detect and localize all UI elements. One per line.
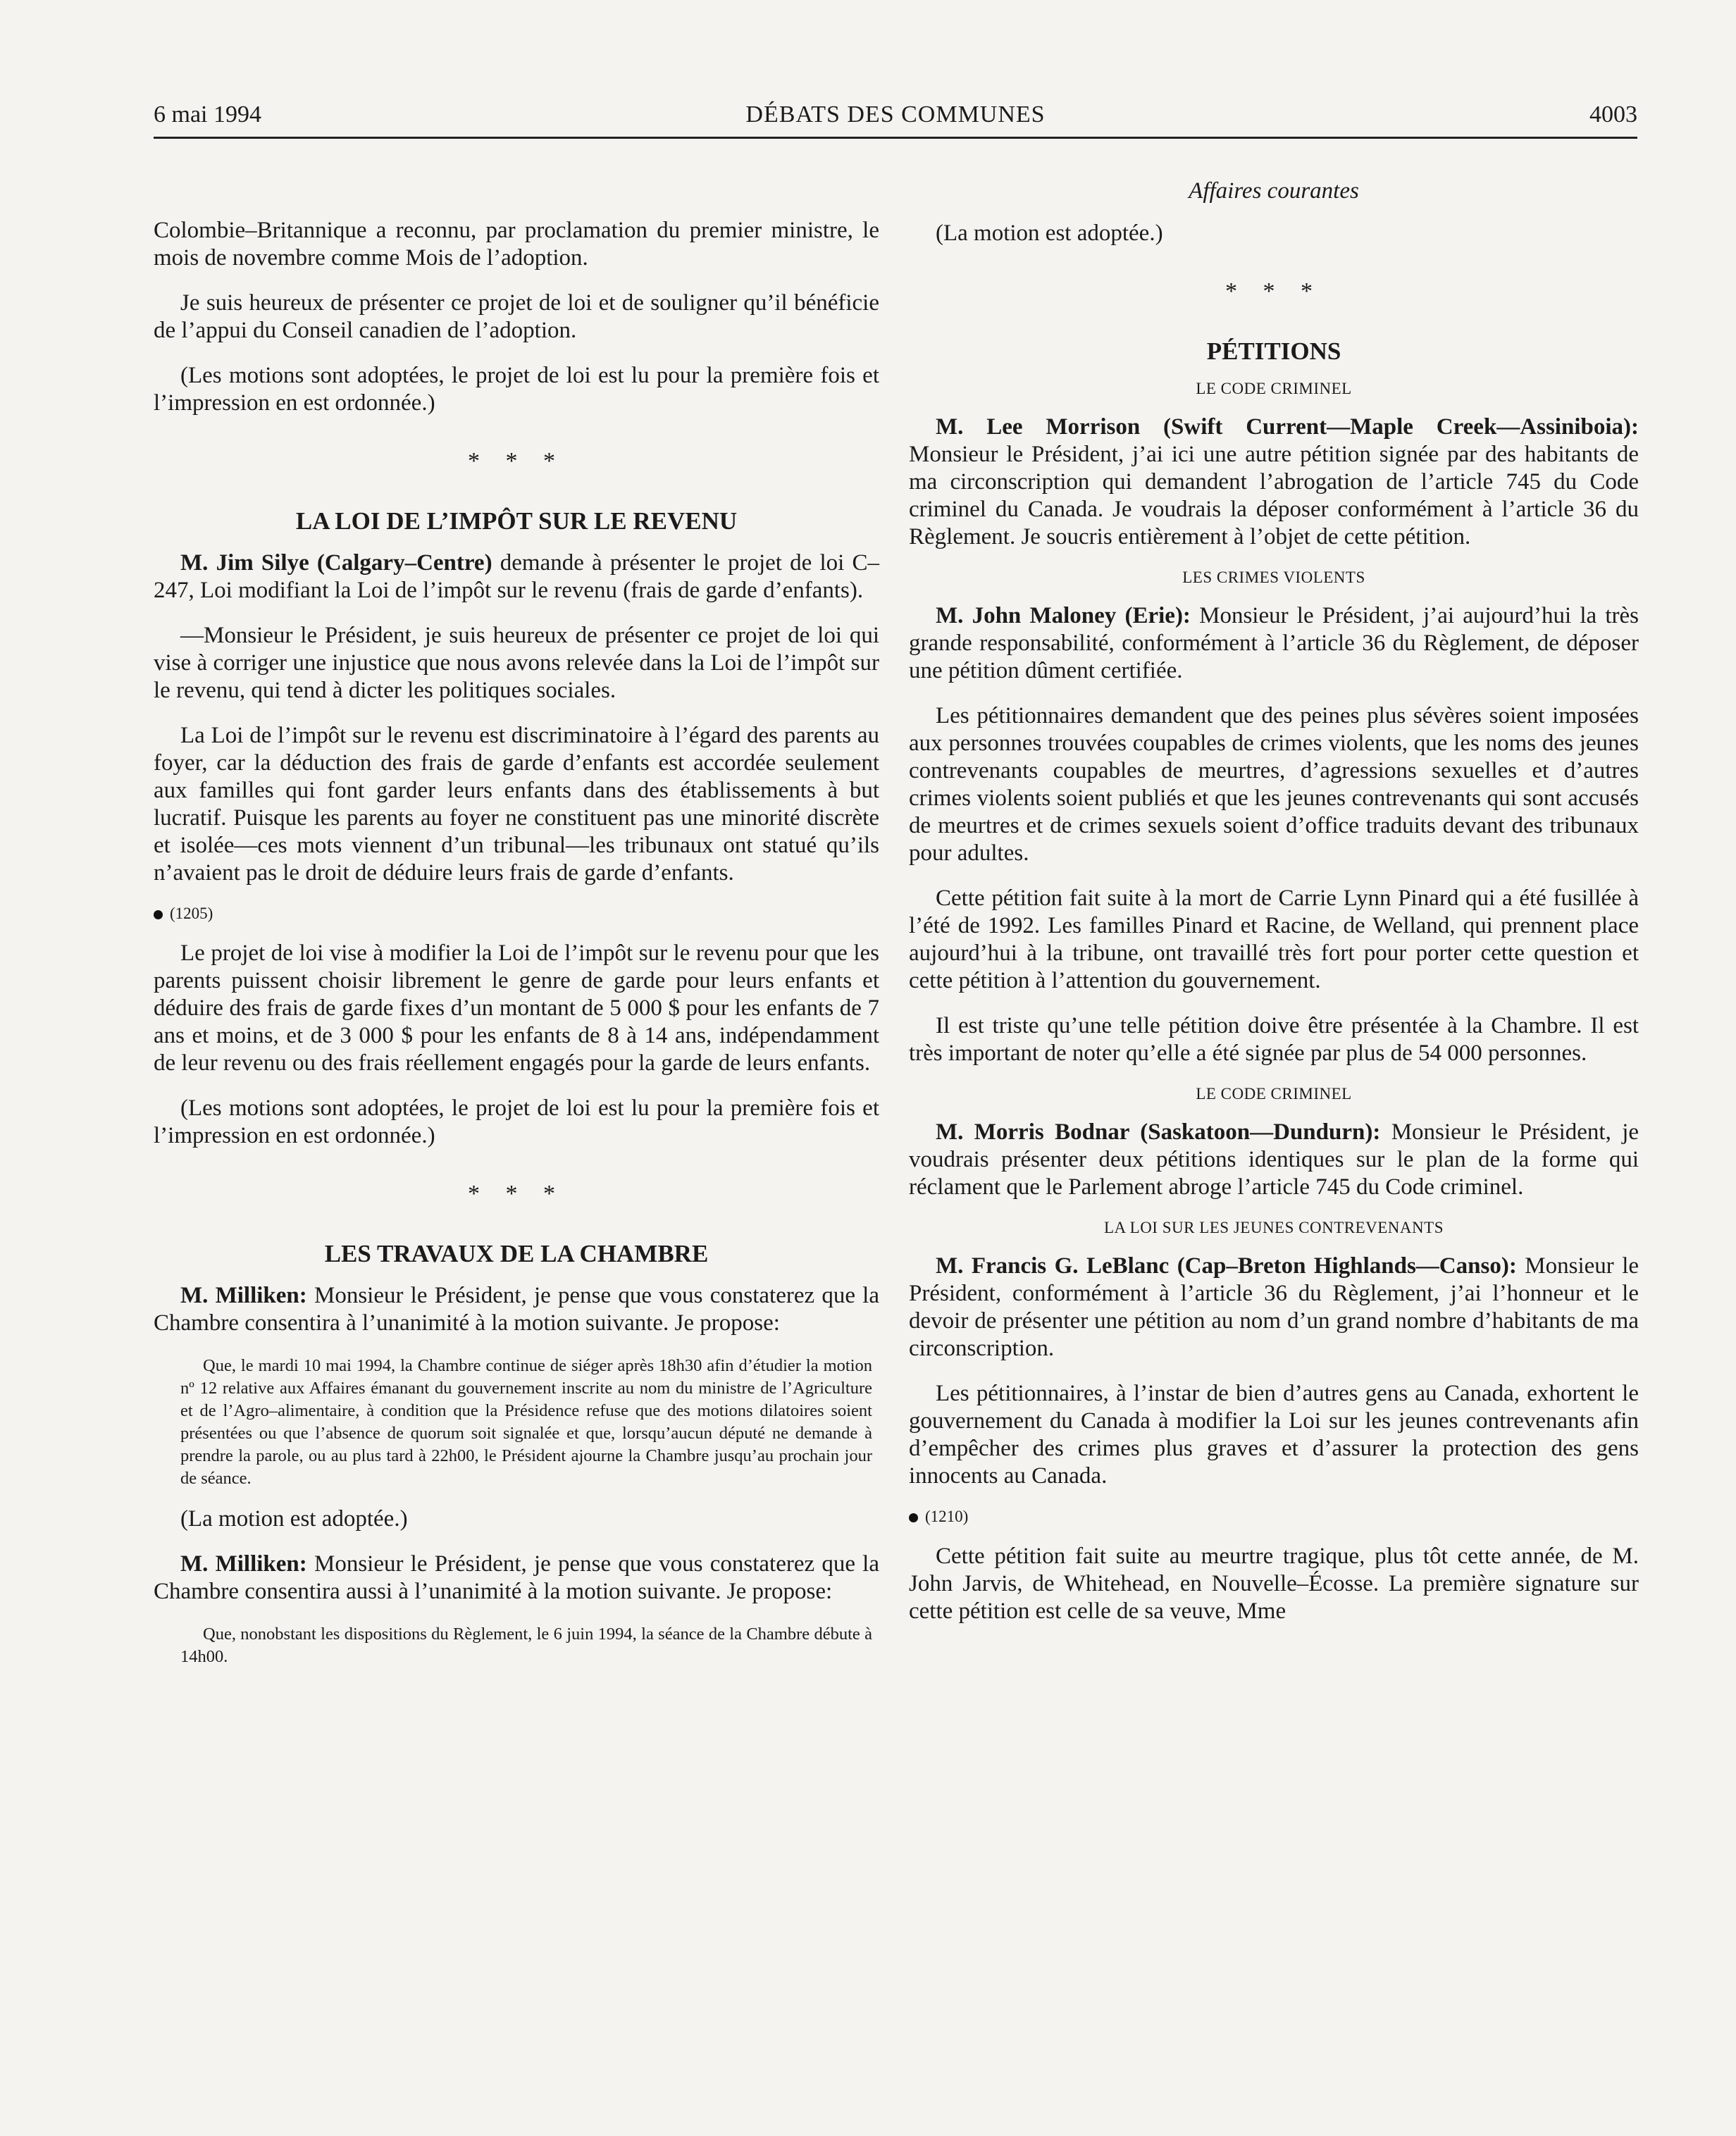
paragraph-silye [154,549,879,604]
section-heading-impot: LA LOI DE L’IMPÔT SUR LE REVENU [295,507,738,535]
time-marker [154,905,879,923]
paragraph-milliken-1 [154,1282,879,1337]
paragraph: (La motion est adoptée.) [936,221,1163,246]
page-number: 4003 [1589,101,1637,128]
motion-text: Que, nonobstant les dispositions du Règlement, le 6 juin 1994, la séance de la Chambre débute à 14h00. [180,1625,872,1666]
paragraph-milliken-2 [154,1551,879,1606]
paragraph: Cette pétition fait suite au meurtre tragique, plus tôt cette année, de M. John Jarvis, de Whitehead, en Nouvelle–Écosse. La première signature sur cette pétition est celle de sa veuve, Mme [909,1544,1639,1624]
motion-text: Que, le mardi 10 mai 1994, la Chambre continue de siéger après 18h30 afin d’étudier la motion nº 12 relative aux Affaires émanant du gouvernement inscrite au nom du ministre de l’Agriculture et de l’Agro–alimentaire, à condition que la Présidence refuse que des motions dilatoires soient présentées ou que l’absence de quorum soit signalée et que, lorsqu’aucun député ne demande à prendre la parole, ou au plus tard à 22h00, le Président ajourne la Chambre jusqu’au prochain jour de séance. [180,1356,872,1488]
time-marker-label: (1205) [170,905,213,922]
bullet-icon [909,1513,918,1522]
paragraph: Cette pétition fait suite à la mort de Carrie Lynn Pinard qui a été fusillée à l’été de 1992. Les familles Pinard et Racine, de Welland, qui prennent place aujourd’hui à la tribune, ont travaillé très fort pour porter cette question et cette pétition à l’attention du gouvernement. [909,886,1639,993]
subheading: LA LOI SUR LES JEUNES CONTREVENANTS [1104,1219,1444,1236]
paragraph: (Les motions sont adoptées, le projet de loi est lu pour la première fois et l’impression en est ordonnée.) [154,1095,879,1148]
paragraph: (Les motions sont adoptées, le projet de loi est lu pour la première fois et l’impression en est ordonnée.) [154,363,879,416]
left-top-spacer [154,176,879,217]
section-heading-travaux: LES TRAVAUX DE LA CHAMBRE [324,1240,709,1267]
speaker-name: M. Milliken: [180,1283,307,1308]
header-date: 6 mai 1994 [154,101,261,128]
speaker-name: M. Francis G. LeBlanc (Cap–Breton Highlands—Canso): [936,1253,1517,1279]
paragraph-maloney [909,602,1639,685]
header-title: DÉBATS DES COMMUNES [745,101,1046,128]
paragraph: Il est triste qu’une telle pétition doive être présentée à la Chambre. Il est très important de noter qu’elle a été signée par plus de 54 000 personnes. [909,1013,1639,1066]
speaker-name: M. John Maloney (Erie): [936,603,1191,628]
speech-text: Monsieur le Président, je voudrais présenter deux pétitions identiques sur le plan de la forme qui réclament que le Parlement abroge l’article 745 du Code criminel. [909,1119,1639,1200]
speaker-name: M. Milliken: [180,1551,307,1577]
subheading: LE CODE CRIMINEL [1196,380,1352,397]
speaker-name: M. Morris Bodnar (Saskatoon—Dundurn): [936,1119,1381,1145]
time-marker-label: (1210) [925,1508,969,1525]
paragraph: Je suis heureux de présenter ce projet de loi et de souligner qu’il bénéficie de l’appui du Conseil canadien de l’adoption. [154,290,879,343]
speech-text: Monsieur le Président, je pense que vous constaterez que la Chambre consentira à l’unanimité à la motion suivante. Je propose: [154,1283,880,1336]
bullet-icon [154,910,163,919]
paragraph: Les pétitionnaires demandent que des peines plus sévères soient imposées aux personnes trouvées coupables de crimes violents, que les noms des jeunes contrevenants coupables de meurtres, d’agressions sexuelles et d’autres crimes violents soient publiés et que les jeunes contrevenants qui sont accusés de meurtres et de crimes sexuels soient d’office traduits devant des tribunaux pour adultes. [909,703,1639,866]
subheading: LES CRIMES VIOLENTS [1182,569,1365,586]
paragraph: Le projet de loi vise à modifier la Loi de l’impôt sur le revenu pour que les parents puissent choisir librement le genre de garde pour leurs enfants et déduire des frais de garde fixes d’un montant de 5 000 $ pour les enfants de 7 ans et moins, et de 3 000 $ pour les enfants de 8 à 14 ans, indépendamment de leur revenu ou des frais réellement engagés pour la garde de leurs enfants. [154,940,879,1076]
page-header [154,96,1637,134]
speech-text: Monsieur le Président, conformément à l’article 36 du Règlement, j’ai l’honneur et le devoir de présenter une pétition au nom d’un grand nombre d’habitants de ma circonscription. [909,1253,1639,1361]
speech-text: Monsieur le Président, j’ai aujourd’hui la très grande responsabilité, conformément à l’article 36 du Règlement, de déposer une pétition dûment certifiée. [909,603,1639,683]
paragraph: —Monsieur le Président, je suis heureux de présenter ce projet de loi qui vise à corriger une injustice que nous avons relevée dans la Loi de l’impôt sur le revenu, qui tend à dicter les politiques sociales. [154,623,879,703]
paragraph-bodnar [909,1119,1639,1201]
section-heading-petitions: PÉTITIONS [1206,337,1341,365]
paragraph: (La motion est adoptée.) [180,1506,408,1532]
paragraph-leblanc [909,1253,1639,1362]
right-column [909,176,1639,1643]
section-separator: * * * [468,448,565,474]
speech-text: Monsieur le Président, je pense que vous constaterez que la Chambre consentira aussi à l’unanimité à la motion suivante. Je propose: [154,1551,880,1604]
subheading: LE CODE CRIMINEL [1196,1085,1352,1103]
speaker-name: M. Jim Silye (Calgary–Centre) [180,550,492,576]
paragraph: Les pétitionnaires, à l’instar de bien d’autres gens au Canada, exhortent le gouvernement du Canada à modifier la Loi sur les jeunes contrevenants afin d’empêcher des crimes plus graves et d’assurer la protection des gens innocents au Canada. [909,1381,1639,1489]
speech-text: Monsieur le Président, j’ai ici une autre pétition signée par des habitants de ma circonscription qui demandent l’abrogation de l’article 745 du Code criminel du Canada. Je voudrais la déposer conformément à l’article 36 du Règlement. Je soucris entièrement à l’objet de cette pétition. [909,442,1639,549]
section-separator: * * * [468,1181,565,1207]
paragraph-morrison [909,414,1639,551]
time-marker [909,1508,1639,1526]
section-separator: * * * [1225,278,1322,304]
speech-text: demande à présenter le projet de loi C–247, Loi modifiant la Loi de l’impôt sur le revenu (frais de garde d’enfants). [154,550,879,603]
paragraph: La Loi de l’impôt sur le revenu est discriminatoire à l’égard des parents au foyer, car la déduction des frais de garde d’enfants est accordée seulement aux familles qui font garder leurs enfants dans des établissements à but lucratif. Puisque les parents au foyer ne constituent pas une minorité discrète et isolée—ces mots viennent d’un tribunal—les tribunaux ont statué qu’ils n’avaient pas le droit de déduire leurs frais de garde d’enfants. [154,723,879,886]
speaker-name: M. Lee Morrison (Swift Current—Maple Creek—Assiniboia): [936,414,1639,440]
paragraph: Colombie–Britannique a reconnu, par proclamation du premier ministre, le mois de novembre comme Mois de l’adoption. [154,218,879,271]
left-column [154,176,879,1684]
header-rule [154,137,1637,139]
section-running-head: Affaires courantes [1189,178,1359,204]
